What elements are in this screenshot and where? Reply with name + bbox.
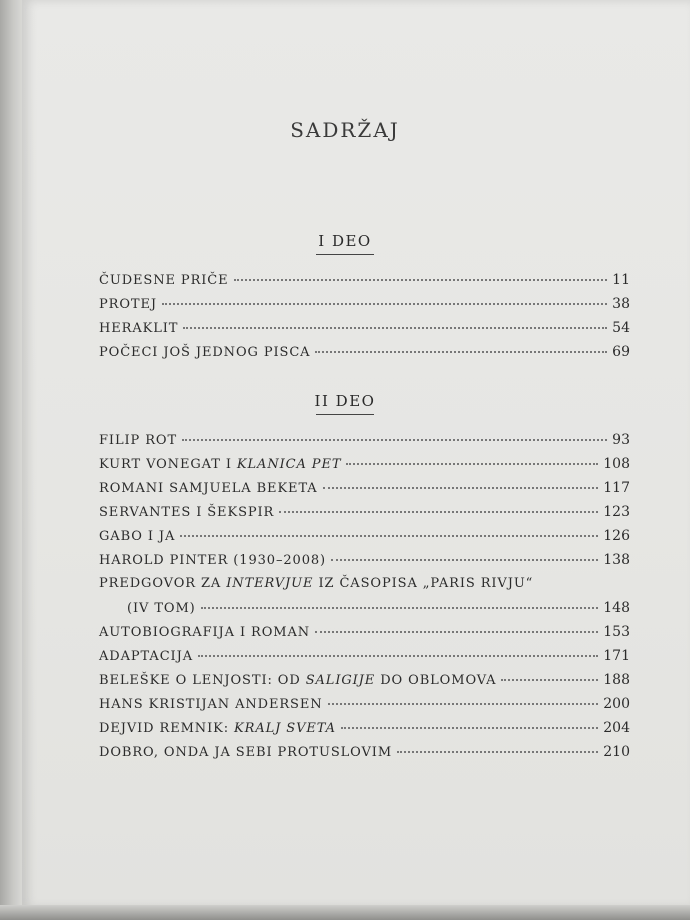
toc-entry-text: IZ ČASOPISA „PARIS RIVJU“ <box>313 576 534 591</box>
toc-entry-text: POČECI JOŠ JEDNOG PISCA <box>99 345 311 360</box>
toc-page-number: 38 <box>612 296 630 312</box>
toc-entry-title <box>99 481 318 496</box>
dot-leader <box>201 606 599 609</box>
dot-leader <box>315 630 598 633</box>
toc-entry <box>99 600 630 624</box>
toc-entry-title <box>99 321 178 336</box>
toc-entry-title <box>99 457 341 472</box>
toc-entry-italic-title: SALIGIJE <box>305 673 376 688</box>
toc-entry-title <box>99 625 310 640</box>
section-heading-2 <box>0 392 690 415</box>
toc-entry <box>99 272 630 296</box>
toc-entry <box>99 744 630 768</box>
toc-entry-text: DOBRO, ONDA JA SEBI PROTUSLOVIM <box>99 745 393 760</box>
dot-leader <box>328 702 599 705</box>
toc-entry <box>99 456 630 480</box>
toc-entry-title <box>99 273 229 288</box>
toc-entry-text: FILIP ROT <box>99 433 178 448</box>
toc-entry-title <box>99 697 323 712</box>
toc-entry-text: PROTEJ <box>99 297 157 312</box>
dot-leader <box>341 726 598 729</box>
dot-leader <box>180 534 598 537</box>
toc-entry-text: PREDGOVOR ZA <box>99 576 227 591</box>
toc-page-number: 171 <box>603 648 630 664</box>
dot-leader <box>279 510 598 513</box>
toc-entry-title <box>99 721 336 736</box>
toc-entry-italic-title: INTERVJUE <box>226 576 314 591</box>
toc-page-number: 138 <box>603 552 630 568</box>
toc-entry <box>99 480 630 504</box>
toc-page-number: 210 <box>603 744 630 760</box>
toc-entry <box>99 504 630 528</box>
dot-leader <box>162 302 607 305</box>
toc-entry-text: ROMANI SAMJUELA BEKETA <box>99 481 318 496</box>
toc-page-number: 11 <box>612 272 630 288</box>
toc-entry <box>99 624 630 648</box>
toc-page-number: 204 <box>603 720 630 736</box>
toc-entry-title <box>99 576 533 591</box>
dot-leader <box>183 326 607 329</box>
toc-entry-text: KURT VONEGAT I <box>99 457 237 472</box>
toc-entry-text: HERAKLIT <box>99 321 179 336</box>
toc-page-number: 54 <box>612 320 630 336</box>
dot-leader <box>331 558 598 561</box>
toc-entry <box>99 648 630 672</box>
toc-page-number: 123 <box>603 504 630 520</box>
page-title: SADRŽAJ <box>290 118 400 142</box>
toc-entry-title <box>99 649 193 664</box>
dot-leader <box>501 678 598 681</box>
page-bottom-edge <box>0 905 690 920</box>
toc-page-number: 69 <box>612 344 630 360</box>
toc-entry <box>99 696 630 720</box>
toc-entry-text: BELEŠKE O LENJOSTI: OD <box>99 673 306 688</box>
toc-page-number: 126 <box>603 528 630 544</box>
toc-entry-title <box>99 601 196 616</box>
toc-entry <box>99 552 630 576</box>
toc-entry-text: AUTOBIOGRAFIJA I ROMAN <box>99 625 311 640</box>
toc-entry <box>99 320 630 344</box>
toc-entry <box>99 296 630 320</box>
toc-entry-title <box>99 345 310 360</box>
dot-leader <box>182 438 607 441</box>
toc-entry <box>99 720 630 744</box>
toc-entry-title <box>99 745 392 760</box>
toc-entry <box>99 528 630 552</box>
toc-list-part-1 <box>99 272 630 368</box>
dot-leader <box>397 750 598 753</box>
toc-entry-text: DEJVID REMNIK: <box>99 721 235 736</box>
toc-entry-title <box>99 553 326 568</box>
toc-entry-italic-title: KRALJ SVETA <box>234 721 336 736</box>
toc-page-number: 153 <box>603 624 630 640</box>
toc-entry-title <box>99 673 496 688</box>
dot-leader <box>315 350 607 353</box>
toc-entry-italic-title: KLANICA PET <box>236 457 342 472</box>
dot-leader <box>346 462 598 465</box>
toc-page-number: 117 <box>603 480 630 496</box>
toc-page-number: 188 <box>603 672 630 688</box>
toc-entry-title <box>99 433 177 448</box>
toc-entry-text: HAROLD PINTER (1930–2008) <box>99 553 327 568</box>
dot-leader <box>198 654 598 657</box>
toc-page-number: 93 <box>612 432 630 448</box>
section-heading-underline <box>316 414 374 415</box>
toc-entry-text: (IV TOM) <box>127 601 196 616</box>
toc-entry-text: DO OBLOMOVA <box>375 673 497 688</box>
toc-entry-text: SERVANTES I ŠEKSPIR <box>99 505 275 520</box>
toc-entry-text: GABO I JA <box>99 529 176 544</box>
toc-list-part-2 <box>99 432 630 768</box>
toc-entry-title <box>99 529 175 544</box>
toc-entry-title <box>99 505 274 520</box>
section-heading-text: II DEO <box>314 392 376 410</box>
toc-page-number: 200 <box>603 696 630 712</box>
toc-page-number: 108 <box>603 456 630 472</box>
toc-entry-text: ČUDESNE PRIČE <box>99 273 229 288</box>
section-heading-text: I DEO <box>318 232 372 250</box>
toc-page-number: 148 <box>603 600 630 616</box>
toc-entry-title <box>99 297 157 312</box>
dot-leader <box>323 486 599 489</box>
toc-entry <box>99 344 630 368</box>
toc-entry <box>99 576 630 600</box>
toc-entry-text: HANS KRISTIJAN ANDERSEN <box>99 697 323 712</box>
toc-entry <box>99 432 630 456</box>
toc-entry-text: ADAPTACIJA <box>99 649 193 664</box>
dot-leader <box>234 278 607 281</box>
toc-entry <box>99 672 630 696</box>
section-heading-1 <box>0 232 690 255</box>
section-heading-underline <box>316 254 374 255</box>
